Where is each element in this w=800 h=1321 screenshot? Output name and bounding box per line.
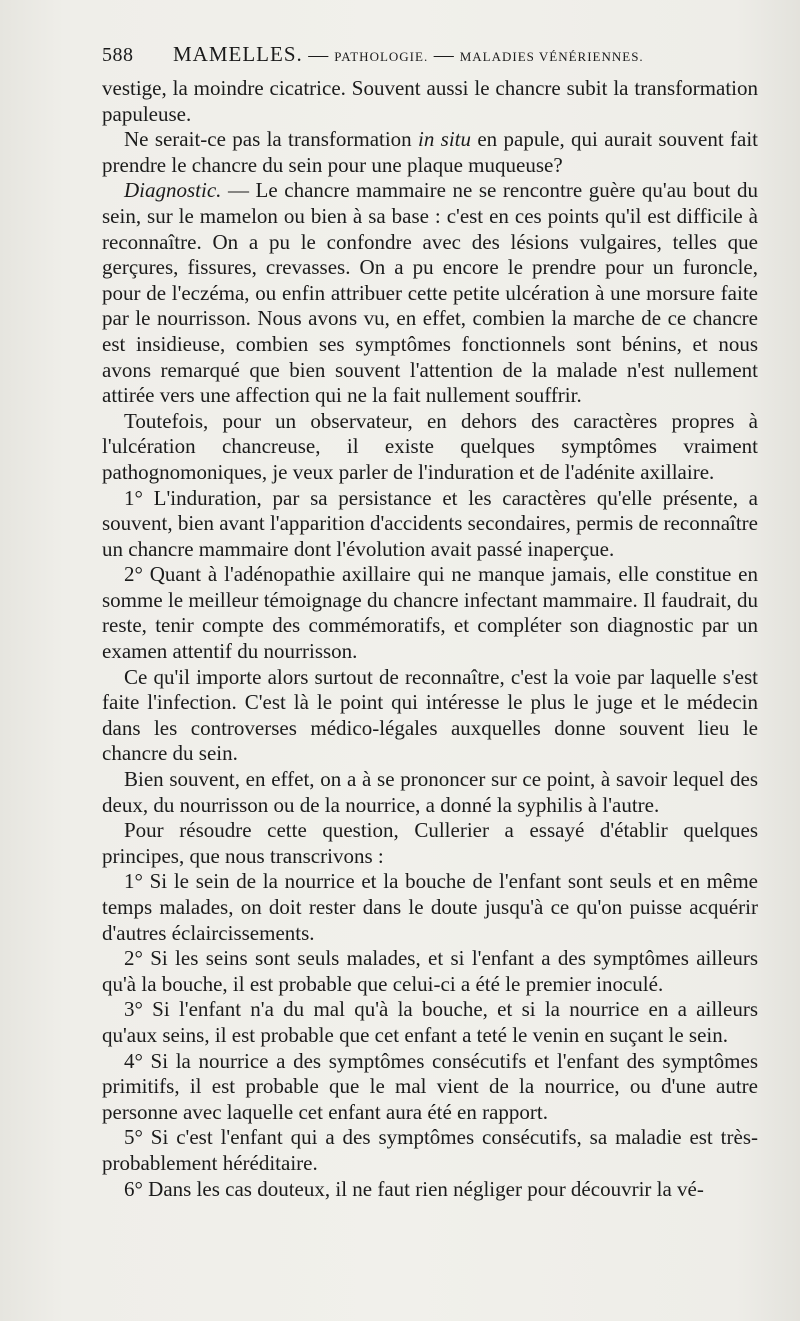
- paragraph-text: — Le chancre mammaire ne se rencontre guère qu'au bout du sein, sur le mamelon ou bien à sa base : c'est en ces points qu'il est difficile à reconnaître. On a pu le confondre avec des lésions vulgaires, telles que gerçures, fissures, crevasses. On a pu encore le prendre pour un furoncle, pour de l'eczéma, ou enfin attribuer cette petite ulcération à une morsure faite par le nourrisson. Nous avons vu, en effet, combien la marche de ce chancre est insidieuse, combien ses symptômes fonctionnels sont bénins, et nous avons remarqué que bien souvent l'attention de la malade n'est nullement attirée vers une affection qui ne la fait nullement souffrir.: [102, 178, 758, 408]
- list-item: 6° Dans les cas douteux, il ne faut rien négliger pour découvrir la vé-: [124, 1176, 704, 1201]
- header-separator: —: [308, 44, 329, 66]
- paragraph: Bien souvent, en effet, on a à se prononcer sur ce point, à savoir lequel des deux, du nourrisson ou de la nourrice, a donné la syphilis à l'autre.: [102, 767, 758, 817]
- body-text: [102, 76, 758, 1202]
- list-item: 1° Si le sein de la nourrice et la bouche de l'enfant sont seuls et en même temps malades, on doit rester dans le doute jusqu'à ce qu'on puisse acquérir d'autres éclaircissements.: [102, 869, 758, 945]
- running-title: MAMELLES.: [173, 42, 303, 66]
- running-header: [102, 42, 762, 74]
- paragraph-text: Ne serait-ce pas la transformation: [124, 127, 419, 152]
- list-item: 2° Si les seins sont seuls malades, et si l'enfant a des symptômes ailleurs qu'à la bouche, il est probable que celui-ci a été le premier inoculé.: [102, 946, 758, 996]
- paragraph: Toutefois, pour un observateur, en dehors des caractères propres à l'ulcération chancreuse, il existe quelques symptômes vraiment pathognomoniques, je veux parler de l'induration et de l'adénite axillaire.: [102, 408, 758, 484]
- section-heading-diagnostic: Diagnostic.: [124, 178, 222, 203]
- paragraph: vestige, la moindre cicatrice. Souvent aussi le chancre subit la transformation papuleuse.: [102, 76, 758, 126]
- page-number: 588: [102, 44, 134, 66]
- paragraph: 2° Quant à l'adénopathie axillaire qui ne manque jamais, elle constitue en somme le meilleur témoignage du chancre infectant mammaire. Il faudrait, du reste, tenir compte des commémoratifs, et compléter son diagnostic par un examen attentif du nourrisson.: [102, 562, 758, 664]
- header-subsection: MALADIES VÉNÉRIENNES.: [459, 49, 644, 64]
- paragraph: Ce qu'il importe alors surtout de reconnaître, c'est la voie par laquelle s'est faite l'infection. C'est là le point qui intéresse le plus le juge et le médecin dans les controverses médico-légales auxquelles donne souvent lieu le chancre du sein.: [102, 664, 758, 766]
- list-item: 5° Si c'est l'enfant qui a des symptômes consécutifs, sa maladie est très-probablement héréditaire.: [102, 1125, 758, 1175]
- paragraph: 1° L'induration, par sa persistance et les caractères qu'elle présente, a souvent, bien avant l'apparition d'accidents secondaires, permis de reconnaître un chancre mammaire dont l'évolution avait passé inaperçue.: [102, 485, 758, 561]
- paragraph: [102, 127, 758, 178]
- header-section: PATHOLOGIE.: [334, 49, 429, 64]
- paragraph-text: en papule, qui aurait souvent fait prendre le chancre du sein pour une plaque muqueuse?: [102, 127, 758, 177]
- header-separator: —: [433, 44, 455, 66]
- paragraph: [102, 178, 758, 408]
- paragraph: Pour résoudre cette question, Cullerier a essayé d'établir quelques principes, que nous transcrivons :: [102, 818, 758, 868]
- list-item: 4° Si la nourrice a des symptômes consécutifs et l'enfant des symptômes primitifs, il est probable que le mal vient de la nourrice, ou d'une autre personne avec laquelle cet enfant aura été en rapport.: [102, 1048, 758, 1124]
- italic-term: in situ: [418, 127, 472, 152]
- list-item: 3° Si l'enfant n'a du mal qu'à la bouche, et si la nourrice en a ailleurs qu'aux seins, il est probable que cet enfant a teté le venin en suçant le sein.: [102, 997, 758, 1047]
